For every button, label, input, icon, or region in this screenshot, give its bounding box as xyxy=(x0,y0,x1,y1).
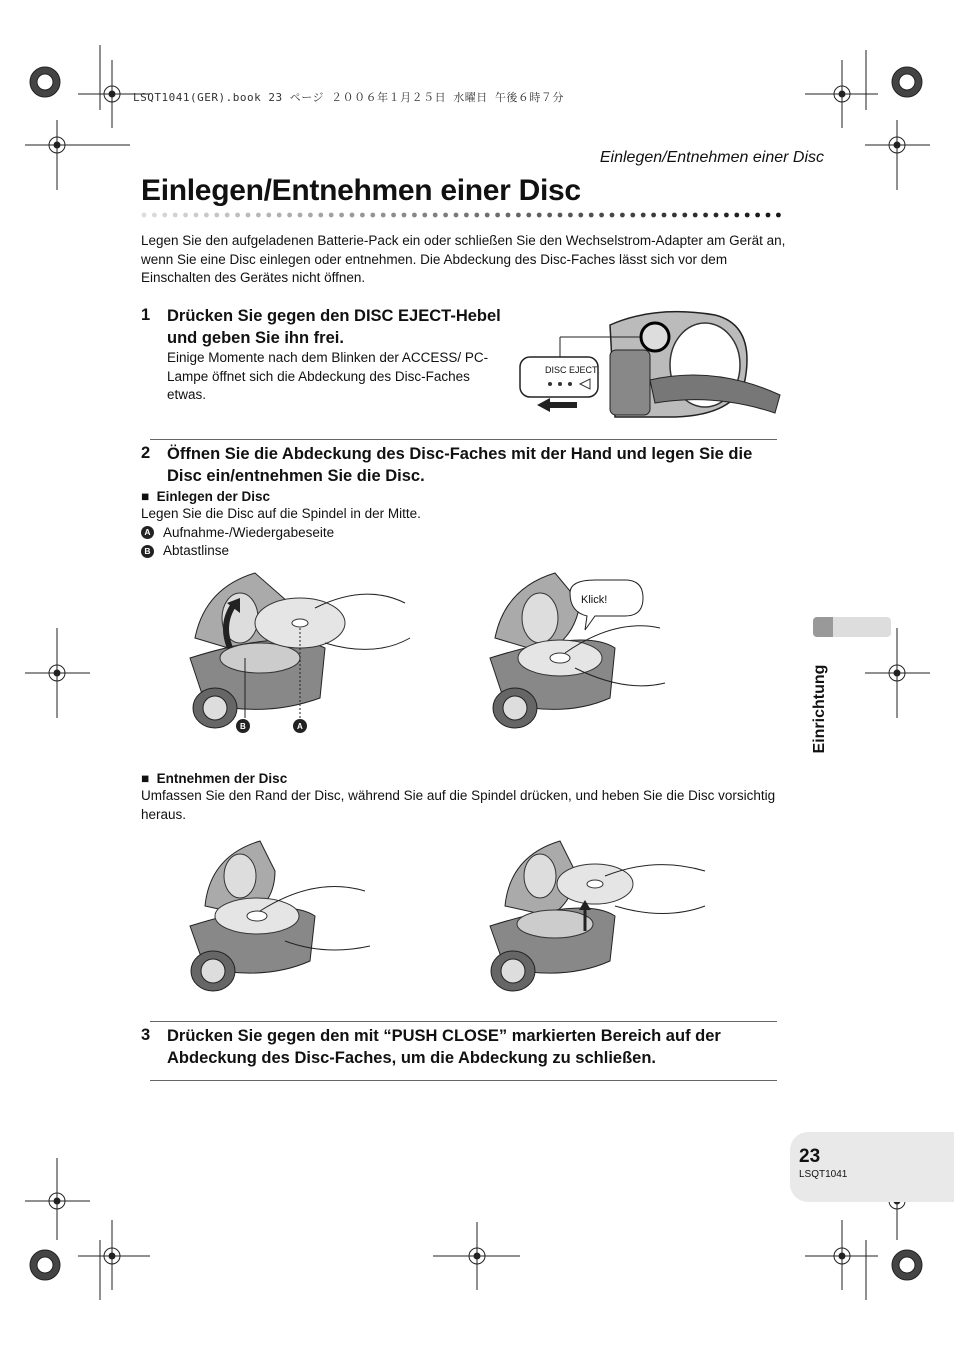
insert-text: Legen Sie die Disc auf die Spindel in der Mitte. xyxy=(141,506,421,521)
click-label: Klick! xyxy=(581,594,608,606)
intro-paragraph: Legen Sie den aufgeladenen Batterie-Pack ein oder schließen Sie den Wechselstrom-Adapter am Gerät an, wenn Sie eine Disc einlegen oder entnehmen. Die Abdeckung des Disc-Faches lässt sich vor dem Einschalten des Gerätes nicht öffnen. xyxy=(141,233,786,285)
remove-text: Umfassen Sie den Rand der Disc, während Sie auf die Spindel drücken, und heben Sie die Disc vorsichtig heraus. xyxy=(141,788,776,822)
square-bullet-icon: ■ xyxy=(141,771,150,786)
arrow-left-icon xyxy=(537,398,577,412)
book-file-line: LSQT1041(GER).book 23 ページ ２００６年１月２５日 水曜日 午後６時７分 xyxy=(133,91,564,104)
step-3-heading: Drücken Sie gegen den mit “PUSH CLOSE” markierten Bereich auf der Abdeckung des Disc-Faches, um die Abdeckung zu schließen. xyxy=(167,1027,721,1067)
insert-disc-illustration-2 xyxy=(465,568,670,738)
fig-badge-b: B xyxy=(240,722,246,731)
step-2-number: 2 xyxy=(141,444,151,462)
square-bullet-icon: ■ xyxy=(141,489,150,504)
legend-a: A Aufnahme-/Wiedergabeseite xyxy=(141,524,781,543)
remove-section xyxy=(141,771,786,824)
dotted-title-rule xyxy=(141,210,789,220)
page-number: 23 xyxy=(799,1146,821,1167)
camcorder-eject-illustration xyxy=(515,305,787,425)
fig-badge-a: A xyxy=(297,722,303,731)
step-1-heading: Drücken Sie gegen den DISC EJECT-Hebel und geben Sie ihn frei. xyxy=(167,307,501,347)
step-1-rule xyxy=(150,439,777,440)
step-2-rule xyxy=(150,1021,777,1022)
disc-eject-label: DISC EJECT xyxy=(545,365,598,375)
section-tab-marker xyxy=(813,617,833,637)
remove-disc-illustration-2 xyxy=(465,836,710,996)
step-1-number: 1 xyxy=(141,306,151,324)
legend-b: B Abtastlinse xyxy=(141,542,781,561)
step-2-heading: Öffnen Sie die Abdeckung des Disc-Faches mit der Hand und legen Sie die Disc ein/entnehmen Sie die Disc. xyxy=(167,445,753,485)
insert-heading: ■ Einlegen der Disc xyxy=(141,489,270,504)
page-code: LSQT1041 xyxy=(799,1169,848,1180)
badge-b: B xyxy=(141,545,154,558)
remove-disc-illustration-1 xyxy=(165,836,375,996)
insert-disc-illustration-1 xyxy=(165,568,415,738)
step-1-text: Einige Momente nach dem Blinken der ACCESS/ PC-Lampe öffnet sich die Abdeckung des Disc-Faches etwas. xyxy=(167,350,489,402)
page-title: Einlegen/Entnehmen einer Disc xyxy=(141,174,581,207)
remove-heading: ■ Entnehmen der Disc xyxy=(141,771,288,786)
step-3-number: 3 xyxy=(141,1026,151,1044)
side-section-label: Einrichtung xyxy=(811,664,828,754)
running-title: Einlegen/Entnehmen einer Disc xyxy=(599,149,824,166)
step-3-rule xyxy=(150,1080,777,1081)
badge-a: A xyxy=(141,526,154,539)
insert-section xyxy=(141,489,781,561)
